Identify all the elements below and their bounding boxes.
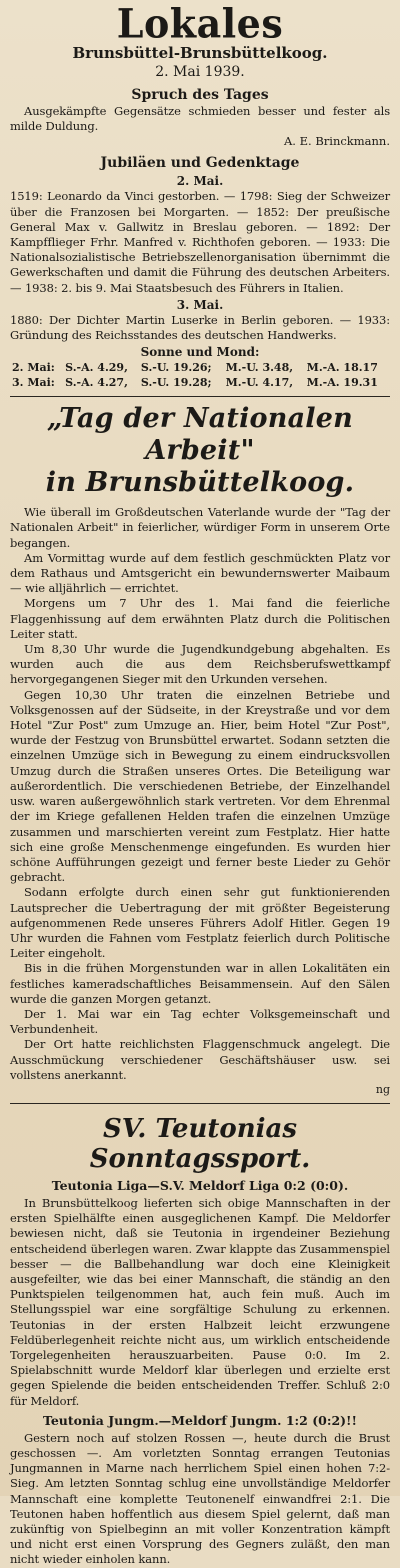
masthead-block bbox=[10, 0, 390, 81]
moonset: M.-U. 4.17, bbox=[225, 376, 294, 390]
sun-day: 3. Mai: bbox=[12, 376, 55, 390]
article1-paragraph: Bis in die frühen Morgenstunden war in allen Lokalitäten ein festliches kameradschaftliches Beisammensein. Auf den Sälen wurde die ganzen Morgen getanzt. bbox=[10, 961, 390, 1006]
moonset: M.-U. 3.48, bbox=[225, 361, 294, 375]
sunrise: S.-A. 4.27, bbox=[65, 376, 128, 390]
author-signature: ng bbox=[375, 1082, 390, 1096]
sun-moon-table bbox=[10, 360, 390, 390]
article2-headline: SV. Teutonias Sonntagssport. bbox=[89, 1113, 311, 1174]
match1-result: Teutonia Liga—S.V. Meldorf Liga 0:2 (0:0). bbox=[51, 1177, 349, 1193]
article1-headline bbox=[10, 403, 390, 499]
article1-paragraph: Der 1. Mai war ein Tag echter Volksgemeinschaft und Verbundenheit. bbox=[10, 1006, 390, 1037]
spruch-block bbox=[10, 87, 390, 149]
match2-result: Teutonia Jungm.—Meldorf Jungm. 1:2 (0:2)!! bbox=[42, 1412, 358, 1428]
table-row bbox=[10, 360, 390, 375]
sonne-mond-block bbox=[10, 345, 390, 390]
jubilaeen-day2-text: 1880: Der Dichter Martin Luserke in Berlin geboren. — 1933: Gründung des Reichsstandes des deutschen Handwerks. bbox=[10, 312, 390, 343]
article1-paragraph: Morgens um 7 Uhr des 1. Mai fand die feierliche Flaggenhissung auf dem erwähnten Platz durch die Politischen Leiter statt. bbox=[10, 596, 390, 641]
jubilaeen-day2-label: 3. Mai. bbox=[176, 297, 224, 312]
jubilaeen-heading: Jubiläen und Gedenktage bbox=[100, 155, 300, 172]
match1-paragraph: In Brunsbüttelkoog lieferten sich obige Mannschaften in der ersten Spielhälfte einen ausgeglichenen Kampf. Die Meldorfer bewiesen nicht, daß sie Teutonia in irgendeiner Beziehung entscheidend überlegen waren. Zwar klappte das Zusammenspiel besser — die Ballbehandlung war doch eine Kleinigkeit ausgefeilter, wie das bei einer Mannschaft, die ständig an den Punktspielen teilgenommen hat, auch fein muß. Auch im Stellungsspiel war eine sorgfältige Schulung zu erkennen. Teutonias in der ersten Halbzeit leicht erzwungene Feldüberlegenheit reichte nicht aus, um wirklich entscheidende Torgelegenheiten herauszuarbeiten. Pause 0:0. Im 2. Spielabschnitt wurde Meldorf klar überlegen und erzielte erst gegen Spielende die beiden entscheidenden Treffer. Schluß 2:0 für Meldorf. bbox=[10, 1195, 390, 1408]
spruch-heading: Spruch des Tages bbox=[131, 87, 269, 103]
article1-paragraph: Um 8,30 Uhr wurde die Jugendkundgebung abgehalten. Es wurden auch die aus dem Reichsberufswettkampf hervorgegangenen Sieger mit den Urkunden versehen. bbox=[10, 642, 390, 687]
jubilaeen-block bbox=[10, 155, 390, 343]
article1-headline-line2: in Brunsbüttelkoog. bbox=[45, 467, 355, 499]
article1-paragraph: Am Vormittag wurde auf dem festlich geschmückten Platz vor dem Rathaus und Amtsgericht ein bewundernswerter Maibaum — wie alljährlich — errichtet. bbox=[10, 550, 390, 596]
article1-headline-line1: „Tag der Nationalen Arbeit" bbox=[47, 403, 353, 467]
sunset: S.-U. 19.26; bbox=[140, 361, 212, 375]
spruch-text: Ausgekämpfte Gegensätze schmieden besser und fester als milde Duldung. bbox=[10, 104, 390, 134]
jubilaeen-day1-label: 2. Mai. bbox=[176, 174, 224, 189]
article1-paragraph: Gegen 10,30 Uhr traten die einzelnen Betriebe und Volksgenossen auf der Südseite, in der Kreystraße und vor dem Hotel "Zur Post" zum Umzuge an. Hier, beim Hotel "Zur Post", wurde der Festzug von Brunsbüttel erwartet. Sodann setzten die einzelnen Umzüge sich in Bewegung zu einem eindrucksvollen Umzug durch die Straßen unseres Ortes. Die Beteiligung war außerordentlich. Die verschiedenen Betriebe, der Einzelhandel usw. waren außergewöhnlich stark vertreten. Vor dem Ehrenmal der im Kriege gefallenen Helden trafen die einzelnen Umzüge zusammen und marschierten vereint zum Festplatz. Hier hatte sich eine große Menschenmenge eingefunden. Es wurden hier schöne Aufführungen gezeigt und ferner beste Lieder zu Gehör gebracht. bbox=[10, 687, 390, 885]
jubilaeen-day1-text: 1519: Leonardo da Vinci gestorben. — 1798: Sieg der Schweizer über die Franzosen bei Morgarten. — 1852: Der preußische General Max v. Gallwitz in Breslau geboren. — 1892: Der Kampfflieger Frhr. Manfred v. Richthofen geboren. — 1933: Die Nationalsozialistische Betriebszellenorganisation übernimmt die Gewerkschaften und damit die Führung des deutschen Arbeiters. — 1938: 2. bis 9. Mai Staatsbesuch des Führers in Italien. bbox=[10, 189, 390, 295]
article-tag-der-arbeit bbox=[10, 403, 390, 1097]
article-teutonia-sport bbox=[10, 1114, 390, 1568]
section-title: Lokales bbox=[116, 0, 284, 48]
match2-paragraph: Gestern noch auf stolzen Rossen —, heute durch die Brust geschossen —. Am vorletzten Sonntag errangen Teutonias Jungmannen in Marne nach herrlichem Spiel einen hohen 7:2-Sieg. Am letzten Sonntag schlug eine unvollständige Meldorfer Mannschaft eine komplette Teutonenelf einwandfrei 2:1. Die Teutonen haben hoffentlich aus diesem Spiel gelernt, daß man zukünftig von Spielbeginn an mit voller Konzentration kämpft und nicht erst einen Vorsprung des Gegners zuläßt, den man nicht wieder einholen kann. bbox=[10, 1430, 390, 1567]
moonrise: M.-A. 19.31 bbox=[306, 376, 378, 390]
locality-subtitle: Brunsbüttel-Brunsbüttelkoog. bbox=[72, 44, 328, 62]
issue-date: 2. Mai 1939. bbox=[155, 64, 245, 80]
sun-day: 2. Mai: bbox=[12, 361, 55, 375]
article1-paragraph: Sodann erfolgte durch einen sehr gut funktionierenden Lautsprecher die Uebertragung der mit größter Begeisterung aufgenommenen Rede unseres Führers Adolf Hitler. Gegen 19 Uhr wurden die Fahnen vom Festplatz feierlich durch Politische Leiter eingeholt. bbox=[10, 885, 390, 961]
sunset: S.-U. 19.28; bbox=[140, 376, 212, 390]
article1-paragraph: Der Ort hatte reichlichsten Flaggenschmuck angelegt. Die Ausschmückung verschiedener Geschäftshäuser usw. sei vollstens anerkannt. bbox=[10, 1037, 390, 1082]
divider bbox=[10, 1103, 390, 1104]
divider bbox=[10, 396, 390, 397]
article1-paragraph: Wie überall im Großdeutschen Vaterlande wurde der "Tag der Nationalen Arbeit" in feierlicher, würdiger Form in unserem Orte begangen. bbox=[10, 505, 390, 550]
sunrise: S.-A. 4.29, bbox=[65, 361, 128, 375]
table-row bbox=[10, 375, 390, 390]
spruch-author: A. E. Brinckmann. bbox=[284, 134, 390, 149]
moonrise: M.-A. 18.17 bbox=[306, 361, 378, 375]
sonne-mond-heading: Sonne und Mond: bbox=[140, 345, 260, 360]
